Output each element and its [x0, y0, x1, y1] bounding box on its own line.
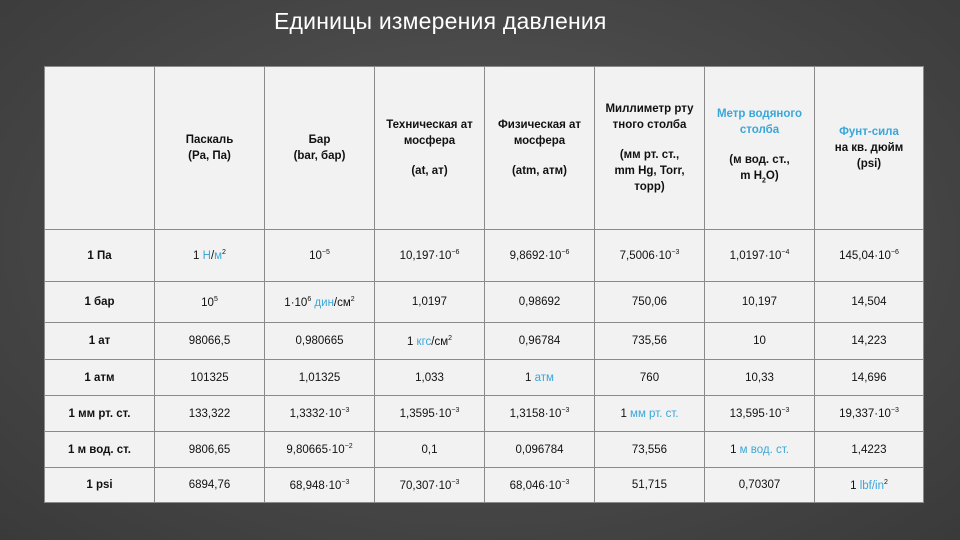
header-mmhg-name-1: Миллиметр рту — [605, 103, 694, 115]
dyne-link[interactable]: дин — [311, 296, 334, 309]
header-bar-name: Бар — [308, 134, 331, 146]
newton-link[interactable]: Н — [202, 249, 211, 262]
table-row — [45, 323, 924, 360]
header-at-symbol: (at, ат) — [411, 165, 448, 177]
cell-atm: 0,98692 — [485, 282, 595, 323]
cell-mwc: 10,33 — [705, 360, 815, 396]
table-row — [45, 396, 924, 432]
cell-bar: $1\cdot 10^6$ дин/$см^2$ — [265, 282, 375, 323]
cell-psi: $19,337\cdot 10^{-3}$ — [815, 396, 924, 432]
cell-psi: 14,696 — [815, 360, 924, 396]
header-meter-water — [705, 67, 815, 230]
cell-atm: 1 атм — [485, 360, 595, 396]
header-pascal — [155, 67, 265, 230]
lbf-link[interactable]: lbf/in — [859, 479, 884, 492]
cell-at: 1,033 — [375, 360, 485, 396]
cell-atm: 0,96784 — [485, 323, 595, 360]
corner-cell — [45, 67, 155, 230]
header-bar — [265, 67, 375, 230]
header-technical-atmosphere — [375, 67, 485, 230]
cell-bar: $10^{-5}$ — [265, 230, 375, 282]
cell-pa: 6894,76 — [155, 468, 265, 503]
cell-mmhg: 750,06 — [595, 282, 705, 323]
header-mm-mercury — [595, 67, 705, 230]
header-mmhg-name-2: тного столба — [612, 119, 687, 131]
header-psi-symbol: (psi) — [856, 158, 882, 170]
cell-mwc: 1 м вод. ст. — [705, 432, 815, 468]
cell-mwc: $13,595\cdot 10^{-3}$ — [705, 396, 815, 432]
pressure-units-table — [44, 66, 924, 503]
cell-pa: 98066,5 — [155, 323, 265, 360]
header-pascal-symbol: (Pa, Па) — [188, 150, 231, 162]
cell-bar: $1,3332\cdot 10^{-3}$ — [265, 396, 375, 432]
header-bar-symbol: (bar, бар) — [293, 150, 346, 162]
cell-at: 0,1 — [375, 432, 485, 468]
header-at-name-1: Техническая ат — [386, 119, 473, 131]
row-label: 1 ат — [45, 323, 155, 360]
cell-psi: 1 lbf/$in^2$ — [815, 468, 924, 503]
cell-mwc: 10,197 — [705, 282, 815, 323]
table-row — [45, 432, 924, 468]
slide-title: Единицы измерения давления — [274, 8, 607, 34]
cell-mmhg: 73,556 — [595, 432, 705, 468]
header-pascal-name: Паскаль — [185, 134, 234, 146]
table-row — [45, 230, 924, 282]
cell-atm: $68,046\cdot 10^{-3}$ — [485, 468, 595, 503]
row-label: 1 Па — [45, 230, 155, 282]
mmhg-link[interactable]: мм рт. ст. — [630, 407, 679, 420]
header-mwc-symbol-1: (м вод. ст., — [729, 154, 790, 167]
header-mmhg-symbol-3: торр) — [634, 181, 665, 193]
header-atm-name-2: мосфера — [513, 135, 566, 147]
row-label: 1 атм — [45, 360, 155, 396]
mwc-link[interactable]: м вод. ст. — [739, 443, 789, 456]
row-label: 1 мм рт. ст. — [45, 396, 155, 432]
cell-atm: 0,096784 — [485, 432, 595, 468]
cell-pa: $10^5$ — [155, 282, 265, 323]
cell-mmhg: 760 — [595, 360, 705, 396]
cell-at: $1,3595\cdot 10^{-3}$ — [375, 396, 485, 432]
cell-bar: $68,948\cdot 10^{-3}$ — [265, 468, 375, 503]
cell-mmhg: $7,5006\cdot 10^{-3}$ — [595, 230, 705, 282]
header-row — [45, 67, 924, 230]
cell-psi: 14,504 — [815, 282, 924, 323]
table-row — [45, 360, 924, 396]
header-mwc-link-1[interactable]: Метр водяного — [716, 108, 803, 121]
row-label: 1 бар — [45, 282, 155, 323]
table-row — [45, 282, 924, 323]
header-psi — [815, 67, 924, 230]
cell-atm: $1,3158\cdot 10^{-3}$ — [485, 396, 595, 432]
cell-psi: $145,04\cdot 10^{-6}$ — [815, 230, 924, 282]
header-atm-symbol: (atm, атм) — [511, 165, 568, 177]
cell-pa: 101325 — [155, 360, 265, 396]
cell-at: $10,197\cdot 10^{-6}$ — [375, 230, 485, 282]
header-physical-atmosphere — [485, 67, 595, 230]
cell-pa: 9806,65 — [155, 432, 265, 468]
cell-pa: 1 $Н/м^2$ — [155, 230, 265, 282]
cell-mmhg: 51,715 — [595, 468, 705, 503]
cell-psi: 14,223 — [815, 323, 924, 360]
row-label: 1 м вод. ст. — [45, 432, 155, 468]
cell-mwc: $1,0197\cdot 10^{-4}$ — [705, 230, 815, 282]
header-mwc-symbol-2: m $H_2O$) — [740, 170, 779, 185]
cell-mmhg: 735,56 — [595, 323, 705, 360]
header-atm-name-1: Физическая ат — [497, 119, 582, 131]
cell-pa: 133,322 — [155, 396, 265, 432]
header-mmhg-symbol-1: (мм рт. ст., — [619, 149, 680, 161]
cell-mwc: 0,70307 — [705, 468, 815, 503]
cell-bar: 0,980665 — [265, 323, 375, 360]
table-row — [45, 468, 924, 503]
cell-at: 1,0197 — [375, 282, 485, 323]
header-psi-name: на кв. дюйм — [834, 142, 904, 154]
atm-link[interactable]: атм — [534, 371, 554, 384]
header-psi-link[interactable]: Фунт-сила — [839, 126, 899, 138]
cell-bar: $9,80665\cdot 10^{-2}$ — [265, 432, 375, 468]
cell-psi: 1,4223 — [815, 432, 924, 468]
cell-atm: $9,8692\cdot 10^{-6}$ — [485, 230, 595, 282]
header-mmhg-symbol-2: mm Hg, Torr, — [614, 165, 685, 177]
cell-at: 1 кгс/$см^2$ — [375, 323, 485, 360]
meter-link[interactable]: м — [214, 249, 223, 262]
row-label: 1 psi — [45, 468, 155, 503]
kgf-link[interactable]: кгс — [416, 335, 432, 348]
header-mwc-link-2[interactable]: столба — [739, 124, 780, 137]
header-at-name-2: мосфера — [403, 135, 456, 147]
cell-bar: 1,01325 — [265, 360, 375, 396]
cell-mmhg: 1 мм рт. ст. — [595, 396, 705, 432]
cell-at: $70,307\cdot 10^{-3}$ — [375, 468, 485, 503]
cell-mwc: 10 — [705, 323, 815, 360]
